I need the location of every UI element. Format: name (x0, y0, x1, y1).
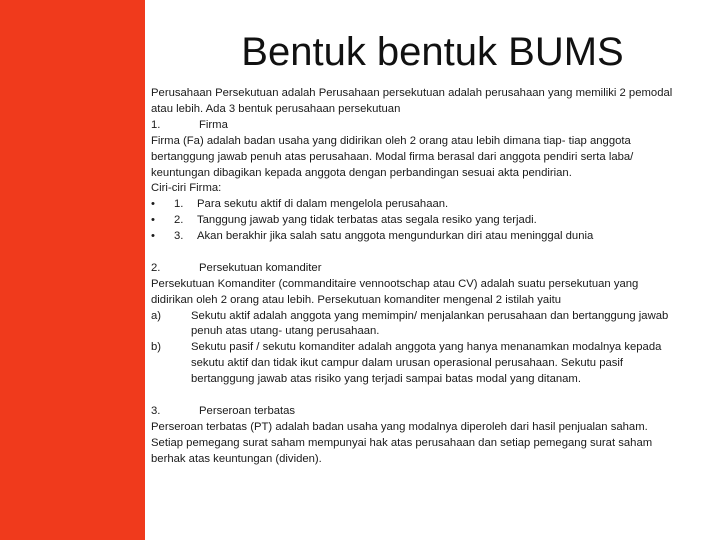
cv-item-label: a) (151, 309, 162, 322)
ciri-text: Tanggung jawab yang tidak terbatas atas segala resiko yang terjadi. (197, 214, 537, 227)
pt-heading: Perseroan terbatas (199, 405, 296, 417)
cv-item (151, 340, 673, 388)
pt-number: 3. (151, 405, 161, 417)
ciri-item (151, 229, 673, 245)
firma-description: Firma (Fa) adalah badan usaha yang didirikan oleh 2 orang atau lebih dimana tiap- tiap anggota bertanggung jawab penuh atas perusahaan. Modal firma berasal dari anggota pendiri serta laba/ keuntungan dibagikan kepada anggota dengan perbandingan sesuai akta pendirian. (151, 134, 634, 179)
ciri-number: 1. (174, 198, 184, 211)
ciri-item (151, 213, 673, 229)
spacer (151, 388, 673, 404)
firma-heading-line (151, 118, 673, 134)
ciri-text: Akan berakhir jika salah satu anggota mengundurkan diri atau meninggal dunia (197, 230, 594, 243)
cv-description: Persekutuan Komanditer (commanditaire vennootschap atau CV) adalah suatu persekutuan yang didirikan oleh 2 orang atau lebih. Persekutuan komanditer mengenal 2 istilah yaitu (151, 277, 639, 306)
cv-heading: Persekutuan komanditer (199, 261, 322, 274)
slide-title: Bentuk bentuk BUMS (241, 30, 624, 74)
ciri-number: 2. (174, 214, 184, 227)
intro-paragraph: Perusahaan Persekutuan adalah Perusahaan persekutuan adalah perusahaan yang memiliki 2 pemodal atau lebih. Ada 3 bentuk perusahaan persekutuan (151, 87, 673, 115)
pt-heading-line (151, 404, 673, 420)
bullet-icon: • (151, 198, 155, 211)
pt-description: Perseroan terbatas (PT) adalah badan usaha yang modalnya diperoleh dari hasil penjualan saham. Setiap pemegang surat saham mempunyai hak atas perusahaan dan setiap pemegang surat saham berhak atas keuntungan (dividen). (151, 420, 653, 465)
cv-item-text: Sekutu pasif / sekutu komanditer adalah anggota yang hanya menanamkan modalnya kepada sekutu aktif dan tidak ikut campur dalam urusan operasional perusahaan. Sekutu pasif bertanggung jawab atas risiko yang terjadi sampai batas modal yang ditanam. (191, 341, 662, 386)
ciri-text: Para sekutu aktif di dalam mengelola perusahaan. (197, 198, 449, 211)
accent-sidebar (0, 0, 145, 540)
cv-item-label: b) (151, 341, 162, 354)
firma-heading: Firma (199, 118, 228, 131)
cv-item-text: Sekutu aktif adalah anggota yang memimpin/ menjalankan perusahaan dan bertanggung jawab penuh atas utang- utang perusahaan. (191, 309, 669, 338)
firma-number: 1. (151, 118, 161, 131)
slide-body (151, 86, 673, 468)
cv-item (151, 309, 673, 341)
bullet-icon: • (151, 214, 155, 227)
bullet-icon: • (151, 230, 155, 243)
cv-number: 2. (151, 261, 161, 274)
cv-heading-line (151, 261, 673, 277)
firma-ciri-title: Ciri-ciri Firma: (151, 182, 222, 195)
ciri-number: 3. (174, 230, 184, 243)
spacer (151, 245, 673, 261)
ciri-item (151, 197, 673, 213)
